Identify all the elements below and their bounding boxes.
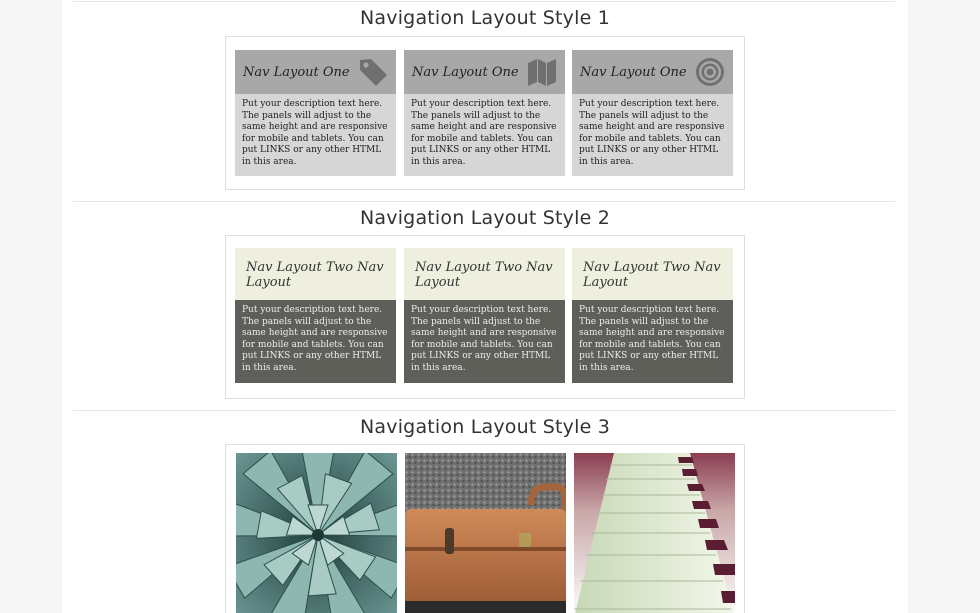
- section-title-style-2: Navigation Layout Style 2: [360, 207, 610, 229]
- panel-description: Put your description text here. The panels will adjust to the same height and are responsive for mobile and tablets. You can put LINKS or any other HTML in this area.: [235, 300, 396, 383]
- panel-description: Put your description text here. The panels will adjust to the same height and are responsive for mobile and tablets. You can put LINKS or any other HTML in this area.: [572, 94, 733, 176]
- divider: [73, 201, 895, 202]
- tag-icon: [357, 56, 389, 88]
- nav-style-3-frame: [225, 444, 745, 613]
- panel-header: [404, 50, 565, 94]
- section-title-style-3: Navigation Layout Style 3: [360, 416, 610, 438]
- nav-panel-1[interactable]: [235, 248, 396, 383]
- panel-description: Put your description text here. The panels will adjust to the same height and are responsive for mobile and tablets. You can put LINKS or any other HTML in this area.: [404, 94, 565, 176]
- piano-photo[interactable]: [574, 453, 735, 613]
- suitcase-image: [405, 453, 566, 613]
- nav-panel-2[interactable]: [404, 248, 565, 383]
- piano-image: [574, 453, 735, 613]
- panel-description: Put your description text here. The panels will adjust to the same height and are responsive for mobile and tablets. You can put LINKS or any other HTML in this area.: [404, 300, 565, 383]
- nav-style-1-frame: [225, 36, 745, 190]
- panel-header: [235, 50, 396, 94]
- nav-panel-2[interactable]: [404, 50, 565, 176]
- succulent-photo[interactable]: [236, 453, 397, 613]
- panel-header: [235, 248, 396, 300]
- panel-title: Nav Layout Two Nav Layout: [246, 260, 384, 290]
- panel-description: Put your description text here. The panels will adjust to the same height and are responsive for mobile and tablets. You can put LINKS or any other HTML in this area.: [235, 94, 396, 176]
- divider: [73, 1, 895, 2]
- divider: [73, 410, 895, 411]
- map-icon: [526, 56, 558, 88]
- nav-panel-3[interactable]: [572, 50, 733, 176]
- panel-title: Nav Layout Two Nav Layout: [583, 260, 721, 290]
- panel-header: [572, 50, 733, 94]
- suitcase-photo[interactable]: [405, 453, 566, 613]
- nav-panel-3[interactable]: [572, 248, 733, 383]
- panel-title: Nav Layout Two Nav Layout: [415, 260, 553, 290]
- succulent-image: [236, 453, 397, 613]
- panel-header: [404, 248, 565, 300]
- panel-description: Put your description text here. The panels will adjust to the same height and are responsive for mobile and tablets. You can put LINKS or any other HTML in this area.: [572, 300, 733, 383]
- page-content: [62, 0, 908, 613]
- panel-title: Nav Layout One: [243, 65, 350, 80]
- panel-title: Nav Layout One: [580, 65, 687, 80]
- panel-header: [572, 248, 733, 300]
- section-title-style-1: Navigation Layout Style 1: [360, 7, 610, 29]
- nav-panel-1[interactable]: [235, 50, 396, 176]
- panel-title: Nav Layout One: [412, 65, 519, 80]
- target-icon: [694, 56, 726, 88]
- nav-style-2-frame: [225, 235, 745, 399]
